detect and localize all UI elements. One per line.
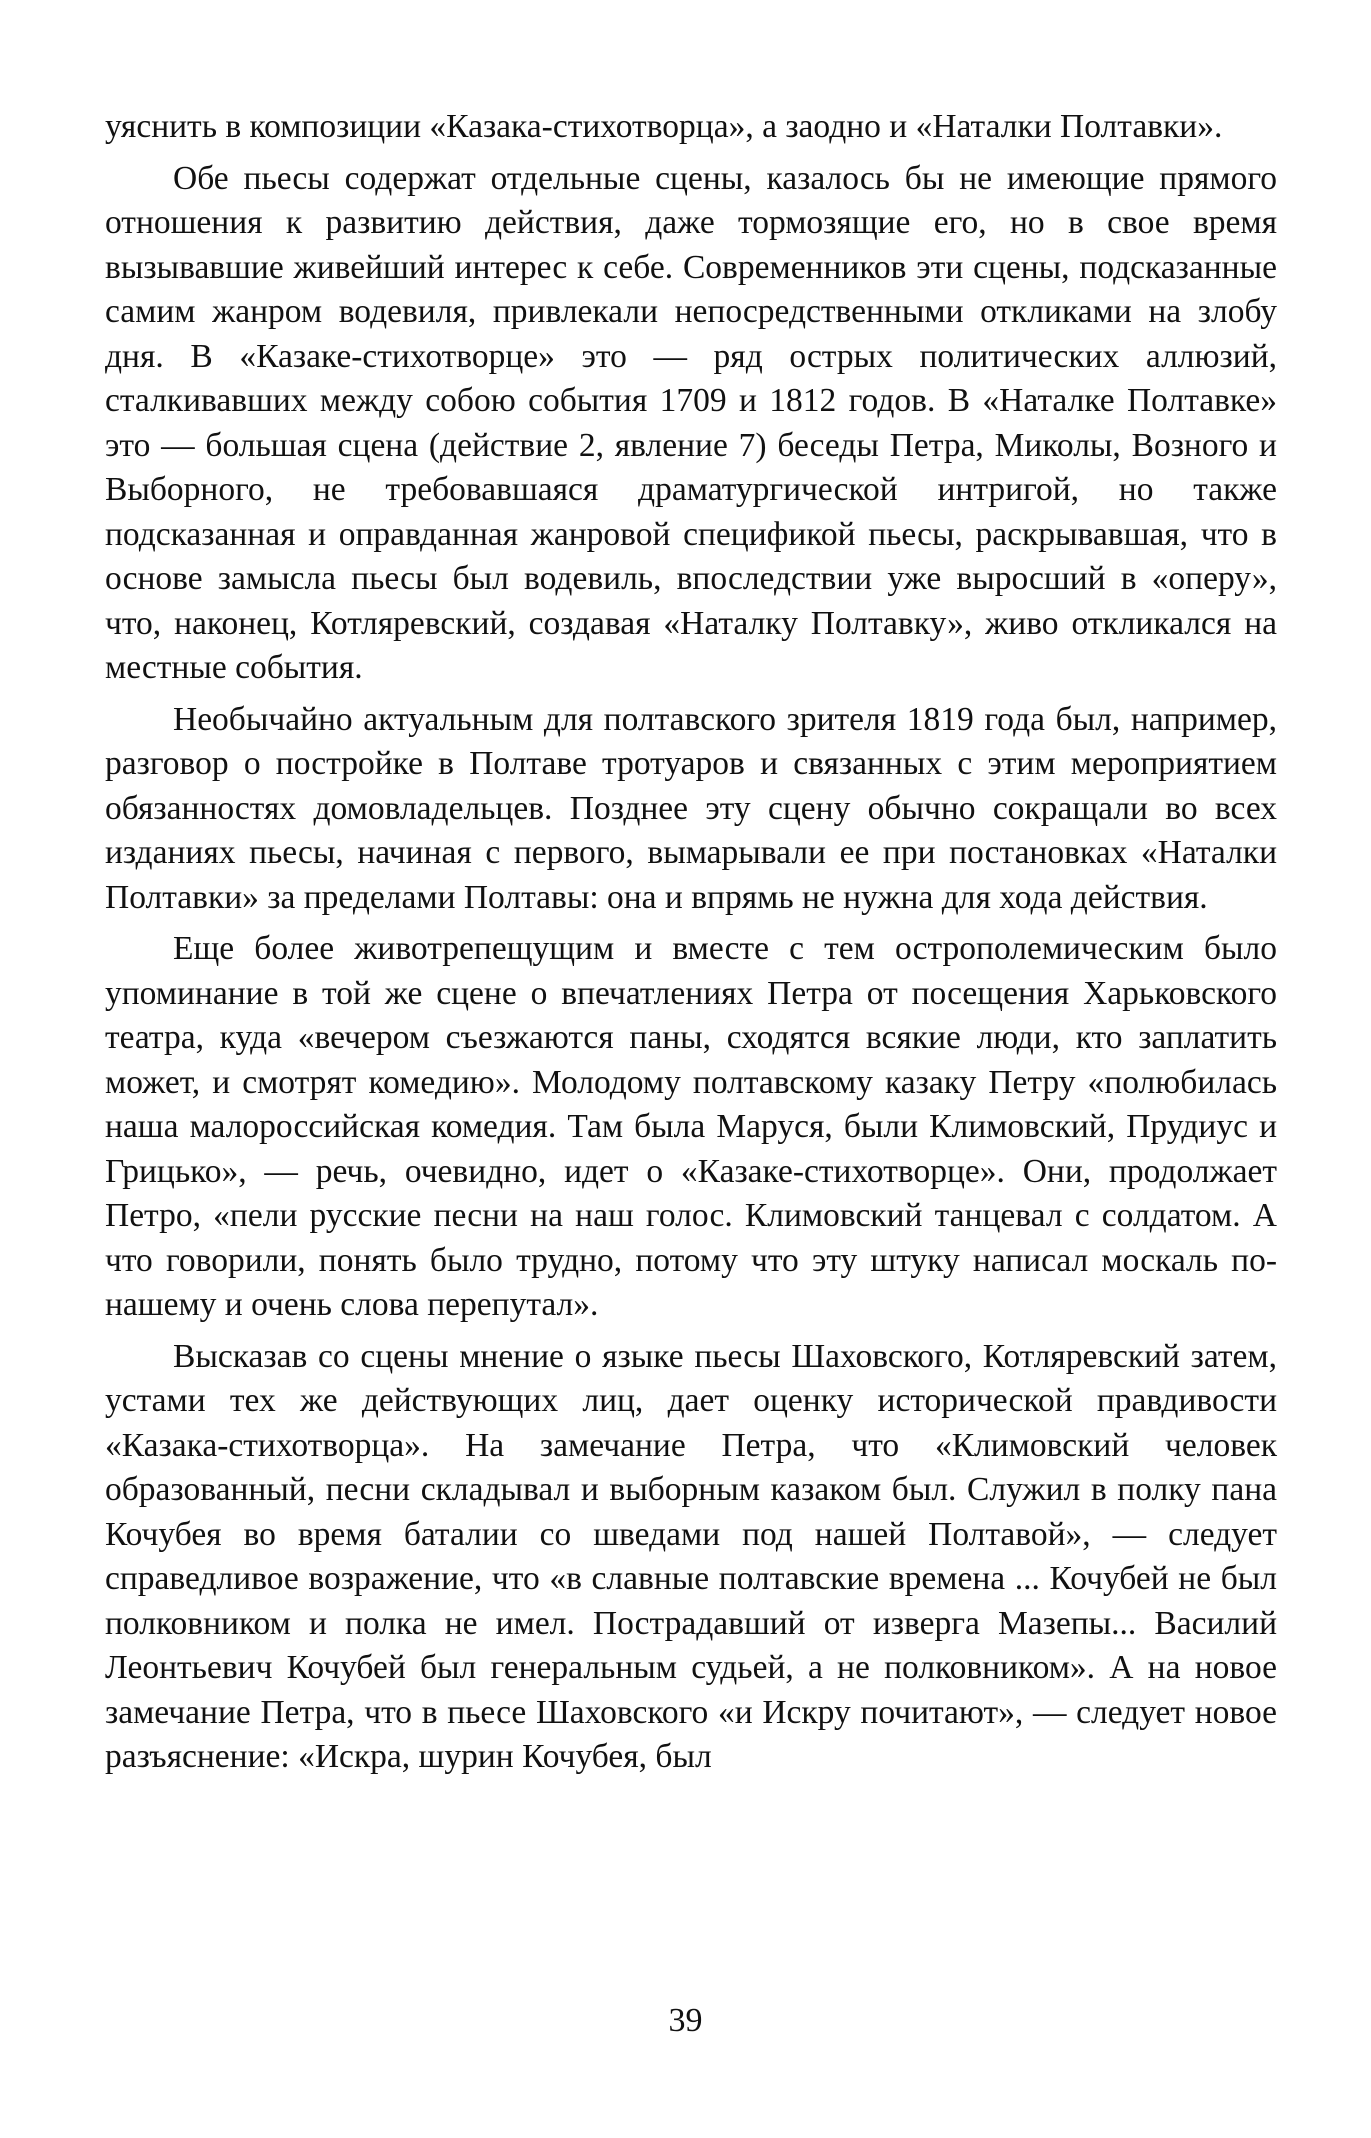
paragraph-2: Обе пьесы содержат отдельные сцены, казалось бы не имеющие прямого отношения к развитию действия, даже тормозящие его, но в свое время вызывавшие живейший интерес к себе. Современников эти сцены, подсказанные самим жанром водевиля, привлекали непосредственными откликами на злобу дня. В «Казаке-стихотворце» это — ряд острых политических аллюзий, сталкивавших между собою события 1709 и 1812 годов. В «Наталке Полтавке» это — большая сцена (действие 2, явление 7) беседы Петра, Миколы, Возного и Выборного, не требовавшаяся драматургической интригой, но также подсказанная и оправданная жанровой спецификой пьесы, раскрывавшая, что в основе замысла пьесы был водевиль, впоследствии уже выросший в «оперу», что, наконец, Котляревский, создавая «Наталку Полтавку», живо откликался на местные события. — [105, 159, 1277, 686]
paragraph-5: Высказав со сцены мнение о языке пьесы Шаховского, Котляревский затем, устами тех же действующих лиц, дает оценку исторической правдивости «Казака-стихотворца». На замечание Петра, что «Климовский человек образованный, песни складывал и выборным казаком был. Служил в полку пана Кочубея во время баталии со шведами под нашей Полтавой», — следует справедливое возражение, что «в славные полтавские времена ... Кочубей не был полковником и полка не имел. Пострадавший от изверга Мазепы... Василий Леонтьевич Кочубей был генеральным судьей, а не полковником». А на новое замечание Петра, что в пьесе Шаховского «и Искру почитают», — следует новое разъяснение: «Искра, шурин Кочубея, был — [105, 1337, 1277, 1775]
paragraph-1: уяснить в композиции «Казака-стихотворца», а заодно и «Наталки Полтавки». — [105, 108, 1223, 145]
page-number: 39 — [668, 2002, 703, 2039]
page-text — [105, 105, 1277, 1780]
paragraph-3: Необычайно актуальным для полтавского зрителя 1819 года был, например, разговор о постройке в Полтаве тротуаров и связанных с этим мероприятием обязанностях домовладельцев. Позднее эту сцену обычно сокращали во всех изданиях пьесы, начиная с первого, вымарывали ее при постановках «Наталки Полтавки» за пределами Полтавы: она и впрямь не нужна для хода действия. — [105, 700, 1277, 916]
paragraph-4: Еще более животрепещущим и вместе с тем острополемическим было упоминание в той же сцене о впечатлениях Петра от посещения Харьковского театра, куда «вечером съезжаются паны, сходятся всякие люди, кто заплатить может, и смотрят комедию». Молодому полтавскому казаку Петру «полюбилась наша малороссийская комедия. Там была Маруся, были Климовский, Прудиус и Грицько», — речь, очевидно, идет о «Казаке-стихотворце». Они, продолжает Петро, «пели русские песни на наш голос. Климовский танцевал с солдатом. А что говорили, понять было трудно, потому что эту штуку написал москаль по-нашему и очень слова перепутал». — [105, 930, 1277, 1323]
